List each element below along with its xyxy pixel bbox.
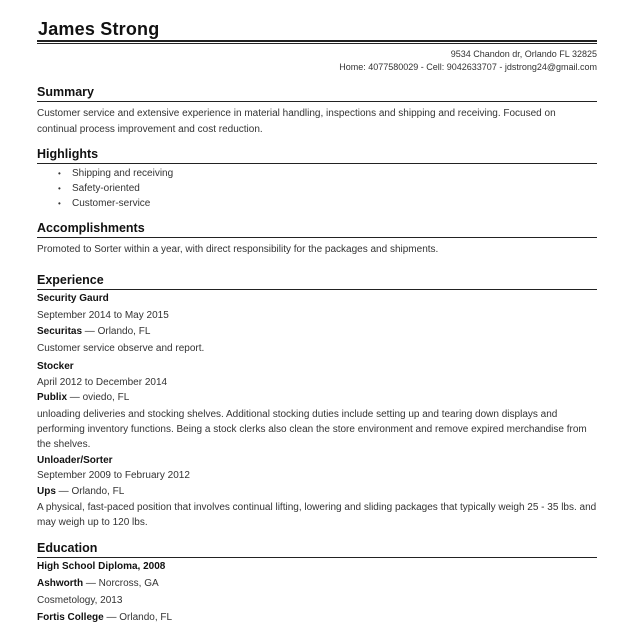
job-company: Publix — [37, 392, 68, 403]
job-company: Ups — [37, 485, 56, 497]
job-title: Stocker — [37, 361, 74, 372]
degree: Cosmetology, 2013 — [37, 595, 123, 606]
highlight-item: • Shipping and receiving — [72, 166, 597, 181]
job-dates: September 2014 to May 2015 — [37, 309, 169, 321]
summary-text: Customer service and extensive experience in material handling, inspections and shipping and receiving. Focused on continual process improvement and cost reduction. — [37, 108, 556, 135]
highlight-item: • Customer-service — [72, 196, 597, 211]
experience-heading: Experience — [37, 272, 597, 290]
job-entry — [37, 359, 597, 452]
job-company: Securitas — [37, 326, 83, 337]
accomplishments-text: Promoted to Sorter within a year, with direct responsibility for the packages and shipments. — [37, 244, 439, 255]
education-section — [37, 540, 597, 625]
job-location: — Orlando, FL — [55, 485, 125, 497]
address: 9534 Chandon dr, Orlando FL 32825 — [450, 49, 597, 59]
degree: High School Diploma, 2008 — [37, 561, 166, 572]
education-entry — [37, 593, 597, 625]
header-divider — [37, 40, 597, 44]
job-entry — [37, 291, 597, 356]
job-title: Unloader/Sorter — [37, 454, 113, 466]
highlights-heading: Highlights — [37, 146, 597, 164]
job-title: Security Gaurd — [37, 293, 109, 304]
summary-section — [37, 84, 597, 137]
experience-section — [37, 272, 597, 530]
job-dates: April 2012 to December 2014 — [37, 376, 168, 388]
candidate-name: James Strong — [38, 19, 160, 39]
job-description: Customer service observe and report. — [37, 342, 205, 354]
job-description: unloading deliveries and stocking shelves. Additional stocking duties include setting up and tearing down displays and performing inventory functions. Being a stock clerks also clean the store environment and remove expired merchandise from the shelves. — [37, 408, 587, 450]
accomplishments-heading: Accomplishments — [37, 220, 597, 238]
education-entry — [37, 559, 597, 591]
school: Ashworth — [37, 577, 84, 589]
job-location: — oviedo, FL — [67, 392, 130, 403]
education-heading: Education — [37, 540, 597, 558]
job-dates: September 2009 to February 2012 — [37, 470, 190, 481]
highlight-item: • Safety-oriented — [72, 181, 597, 196]
job-description: A physical, fast-paced position that involves continual lifting, lowering and sliding packages that typically weigh 25 - 35 lbs. and may weigh up to 120 lbs. — [37, 502, 597, 528]
school-location: — Norcross, GA — [83, 577, 159, 589]
highlights-list — [37, 166, 597, 211]
phones-email: Home: 4077580029 - Cell: 9042633707 - jdstrong24@gmail.com — [339, 62, 597, 72]
job-entry — [37, 453, 597, 531]
school-location: — Orlando, FL — [103, 611, 173, 623]
school: Fortis College — [37, 611, 104, 623]
highlights-section — [37, 146, 597, 211]
summary-heading: Summary — [37, 84, 597, 102]
accomplishments-section — [37, 220, 597, 258]
job-location: — Orlando, FL — [82, 326, 151, 337]
contact-info — [339, 48, 597, 74]
